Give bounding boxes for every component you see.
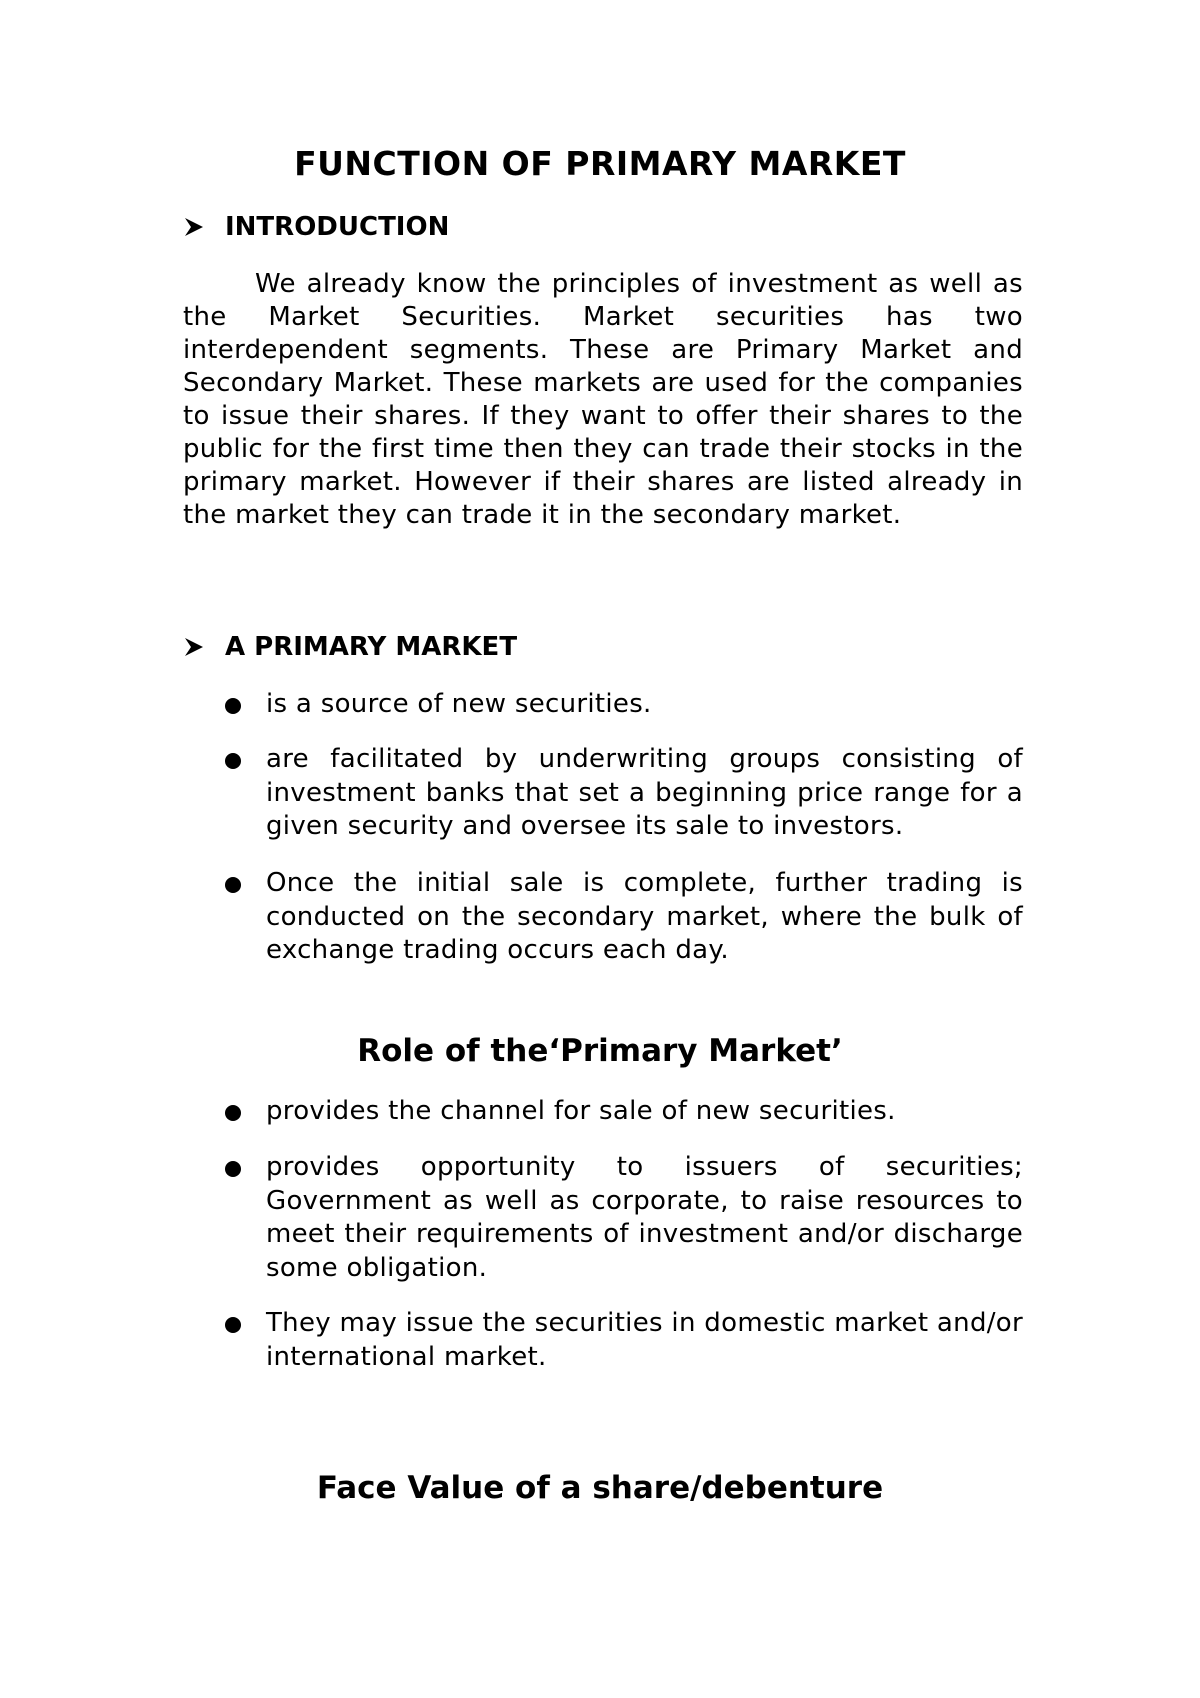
bullet-dot-icon <box>225 1105 241 1121</box>
section-heading-face-value: Face Value of a share/debenture <box>316 1470 884 1506</box>
bullet-dot-icon <box>225 698 241 714</box>
list-item-text: are facilitated by underwriting groups consisting of investment banks that set a beginning price range for a given security and oversee its sale to investors. <box>266 744 1023 841</box>
list-item-text: provides opportunity to issuers of securities; Government as well as corporate, to raise resources to meet their requirements of investment and/or discharge some obligation. <box>266 1152 1023 1283</box>
section-heading-role: Role of the‘Primary Market’ <box>357 1033 843 1069</box>
list-item-text: is a source of new securities. <box>266 689 652 719</box>
bullet-dot-icon <box>225 877 241 893</box>
section-heading-introduction <box>183 212 449 242</box>
section-heading-label: A PRIMARY MARKET <box>225 632 518 662</box>
bullet-dot-icon <box>225 753 241 769</box>
arrowhead-bullet-icon <box>183 216 205 238</box>
list-item-text: They may issue the securities in domestic market and/or international market. <box>266 1308 1023 1372</box>
section-heading-label: INTRODUCTION <box>225 212 450 242</box>
list-item-text: provides the channel for sale of new securities. <box>266 1096 896 1126</box>
bullet-dot-icon <box>225 1161 241 1177</box>
list-item-text: Once the initial sale is complete, further trading is conducted on the secondary market, where the bulk of exchange trading occurs each day. <box>266 868 1023 965</box>
bullet-dot-icon <box>225 1317 241 1333</box>
arrowhead-bullet-icon <box>183 636 205 658</box>
introduction-paragraph: We already know the principles of investment as well as the Market Securities. Market securities has two interdependent segments. These are Primary Market and Secondary Market. These markets are used for the companies to issue their shares. If they want to offer their shares to the public for the first time then they can trade their stocks in the primary market. However if their shares are listed already in the market they can trade it in the secondary market. <box>183 269 1023 530</box>
section-heading-primary-market <box>183 632 517 662</box>
page-title: FUNCTION OF PRIMARY MARKET <box>294 144 906 183</box>
